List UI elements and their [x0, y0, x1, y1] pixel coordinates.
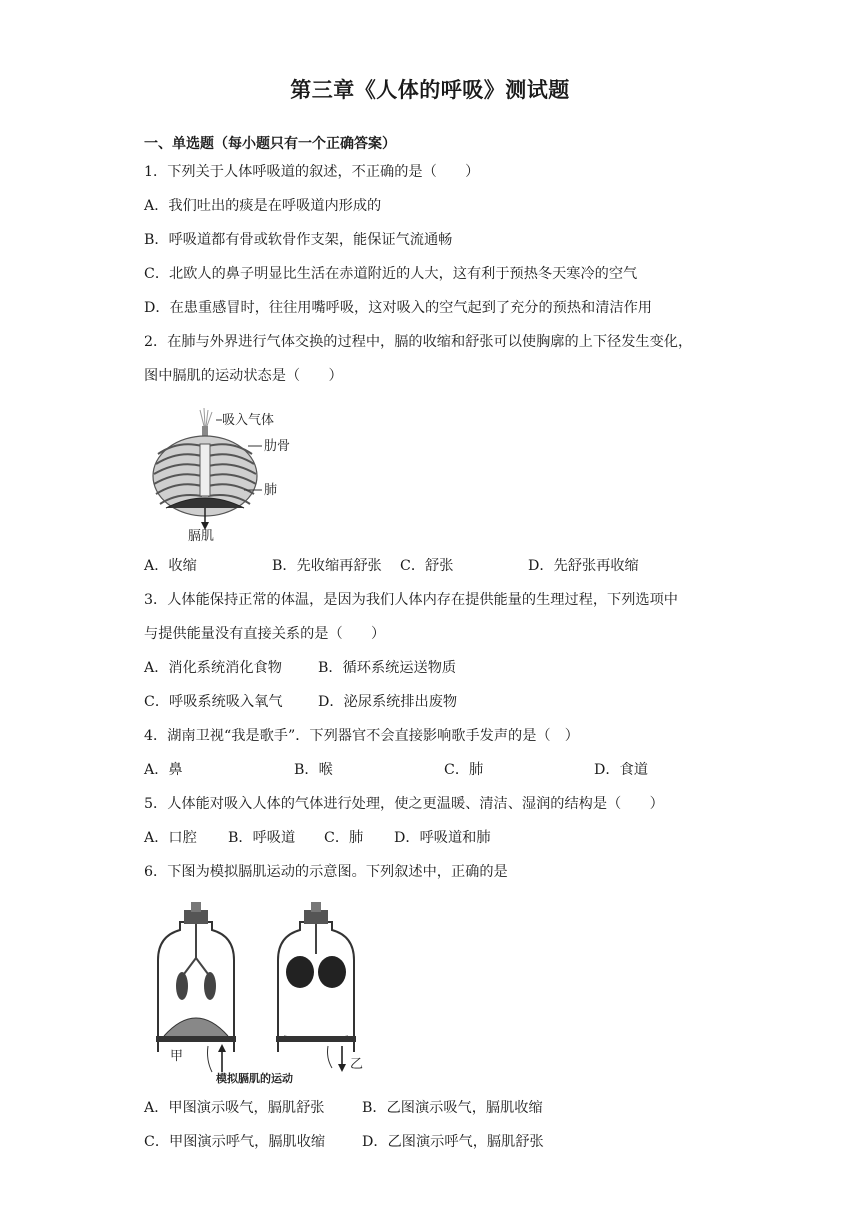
question-6-option-d: D．乙图演示呼气，膈肌舒张 [362, 1134, 544, 1150]
label-lung: 肺 [264, 483, 278, 498]
question-3-option-a: A．消化系统消化食物 [144, 660, 282, 676]
question-2-stem-line2: 图中膈肌的运动状态是（ ） [144, 368, 343, 384]
label-rib: 肋骨 [264, 439, 291, 454]
question-3-option-b: B．循环系统运送物质 [318, 660, 457, 676]
question-1-stem: 1．下列关于人体呼吸道的叙述，不正确的是（ ） [144, 164, 480, 180]
page-title: 第三章《人体的呼吸》测试题 [290, 78, 570, 102]
question-3-options-row2 [144, 692, 784, 712]
question-3-option-d: D．泌尿系统排出废物 [318, 694, 458, 710]
question-5-options [144, 828, 784, 848]
question-3-option-c: C．呼吸系统吸入氧气 [144, 694, 283, 710]
question-1-option-c: C．北欧人的鼻子明显比生活在赤道附近的人大，这有利于预热冬天寒冷的空气 [144, 266, 638, 282]
label-inhale: 吸入气体 [222, 413, 275, 428]
figure-caption: 模拟膈肌的运动 [216, 1072, 293, 1085]
section-heading: 一、单选题（每小题只有一个正确答案） [144, 136, 396, 152]
label-yi: 乙 [350, 1057, 364, 1072]
bell-jar-figure [144, 896, 380, 1086]
label-diaphragm: 膈肌 [188, 529, 215, 544]
question-6-options-row2 [144, 1132, 784, 1152]
question-4-options [144, 760, 784, 780]
question-6-stem: 6．下图为模拟膈肌运动的示意图。下列叙述中，正确的是 [144, 864, 508, 880]
question-3-stem-line2: 与提供能量没有直接关系的是（ ） [144, 626, 386, 642]
question-2-option-b: B．先收缩再舒张 [272, 558, 382, 574]
question-2-option-c: C．舒张 [400, 558, 454, 574]
question-4-option-b: B．喉 [294, 762, 333, 778]
question-5-stem: 5．人体能对吸入人体的气体进行处理，使之更温暖、清洁、湿润的结构是（ ） [144, 796, 664, 812]
question-6-options-row1 [144, 1098, 784, 1118]
question-5-option-b: B．呼吸道 [228, 830, 296, 846]
question-4-option-c: C．肺 [444, 762, 484, 778]
label-jia: 甲 [170, 1049, 184, 1064]
question-3-stem-line1: 3．人体能保持正常的体温，是因为我们人体内存在提供能量的生理过程，下列选项中 [144, 592, 678, 608]
question-1-option-b: B．呼吸道都有骨或软骨作支架，能保证气流通畅 [144, 232, 453, 248]
question-6-option-c: C．甲图演示呼气，膈肌收缩 [144, 1134, 326, 1150]
ribcage-figure [148, 404, 308, 546]
question-2-stem-line1: 2．在肺与外界进行气体交换的过程中，膈的收缩和舒张可以使胸廓的上下径发生变化， [144, 334, 693, 350]
question-1-option-a: A．我们吐出的痰是在呼吸道内形成的 [144, 198, 382, 214]
question-4-option-d: D．食道 [594, 762, 648, 778]
question-3-options-row1 [144, 658, 784, 678]
question-5-option-c: C．肺 [324, 830, 364, 846]
question-4-option-a: A．鼻 [144, 762, 183, 778]
question-5-option-d: D．呼吸道和肺 [394, 830, 491, 846]
question-5-option-a: A．口腔 [144, 830, 197, 846]
question-6-option-b: B．乙图演示吸气，膈肌收缩 [362, 1100, 543, 1116]
question-2-options [144, 556, 784, 576]
question-2-option-d: D．先舒张再收缩 [528, 558, 639, 574]
question-1-option-d: D．在患重感冒时，往往用嘴呼吸，这对吸入的空气起到了充分的预热和清洁作用 [144, 300, 652, 316]
question-2-option-a: A．收缩 [144, 558, 197, 574]
question-4-stem: 4．湖南卫视“我是歌手”．下列器官不会直接影响歌手发声的是（ ） [144, 728, 579, 744]
question-6-option-a: A．甲图演示吸气，膈肌舒张 [144, 1100, 325, 1116]
